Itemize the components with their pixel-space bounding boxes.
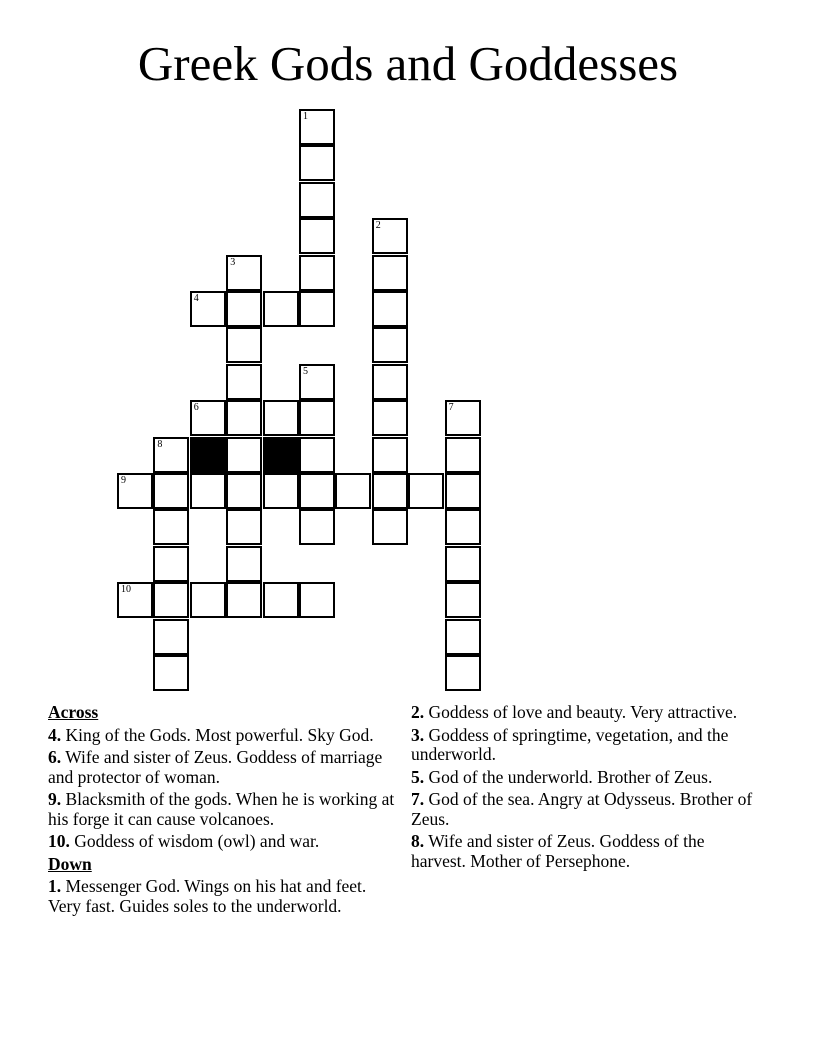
grid-cell[interactable]: [226, 255, 262, 291]
clue-down-3: [411, 726, 756, 765]
grid-cell[interactable]: [372, 437, 408, 473]
cell-number: 5: [303, 365, 308, 377]
cell-number: 1: [303, 111, 308, 122]
grid-cell[interactable]: [190, 582, 226, 618]
grid-cell[interactable]: [117, 582, 153, 618]
grid-cell[interactable]: [299, 509, 335, 545]
clue-text: King of the Gods. Most powerful. Sky God.: [65, 724, 374, 745]
grid-cell[interactable]: [372, 218, 408, 254]
clue-text: Messenger God. Wings on his hat and feet. Very fast. Guides soles to the underworld.: [48, 876, 367, 916]
grid-cell[interactable]: [299, 364, 335, 400]
cell-number: 7: [448, 402, 454, 414]
clue-text: Wife and sister of Zeus. Goddess of marriage and protector of woman.: [48, 747, 383, 787]
grid-cell[interactable]: [117, 473, 153, 509]
grid-cell[interactable]: [445, 509, 481, 545]
grid-cell[interactable]: [153, 473, 189, 509]
grid-cell[interactable]: [372, 509, 408, 545]
grid-cell[interactable]: [445, 582, 481, 618]
grid-cell[interactable]: [190, 400, 226, 436]
grid-cell[interactable]: [263, 400, 299, 436]
grid-cell[interactable]: [299, 400, 335, 436]
cell-number: 4: [193, 293, 199, 304]
grid-cell-blocked: [263, 437, 299, 473]
grid-cell[interactable]: [445, 400, 481, 436]
clue-number: 2.: [411, 702, 425, 722]
grid-cell[interactable]: [226, 546, 262, 582]
clue-number: 10.: [48, 831, 70, 851]
grid-cell[interactable]: [226, 327, 262, 363]
clue-number: 3.: [411, 724, 425, 745]
grid-cell[interactable]: [335, 473, 371, 509]
clue-text: God of the underworld. Brother of Zeus.: [428, 766, 713, 787]
clue-down-1: [48, 877, 398, 916]
clue-number: 9.: [48, 789, 62, 809]
grid-cell[interactable]: [153, 655, 189, 691]
grid-cell[interactable]: [263, 582, 299, 618]
clue-across-6: [48, 748, 398, 787]
clue-down-8: [411, 832, 756, 871]
grid-cell[interactable]: [263, 473, 299, 509]
grid-cell[interactable]: [299, 437, 335, 473]
clue-across-10: [48, 832, 398, 852]
cell-number: 3: [230, 256, 236, 268]
page-title: Greek Gods and Goddesses: [137, 36, 679, 91]
cell-number: 9: [121, 475, 126, 486]
clue-number: 7.: [411, 789, 425, 809]
across-heading: Across: [48, 702, 99, 722]
grid-cell[interactable]: [226, 291, 262, 327]
grid-cell[interactable]: [299, 291, 335, 327]
grid-cell[interactable]: [445, 546, 481, 582]
grid-cell[interactable]: [153, 582, 189, 618]
clue-across-4: [48, 726, 398, 746]
grid-cell[interactable]: [153, 619, 189, 655]
clue-number: 8.: [411, 831, 425, 851]
grid-cell[interactable]: [299, 255, 335, 291]
clue-text: God of the sea. Angry at Odysseus. Brother of Zeus.: [411, 789, 753, 829]
grid-cell[interactable]: [299, 145, 335, 181]
clue-across-9: [48, 790, 398, 829]
clue-text: Wife and sister of Zeus. Goddess of the harvest. Mother of Persephone.: [411, 831, 705, 871]
grid-cell[interactable]: [153, 437, 189, 473]
grid-cell[interactable]: [226, 437, 262, 473]
grid-cell[interactable]: [445, 473, 481, 509]
grid-cell[interactable]: [226, 364, 262, 400]
grid-cell[interactable]: [372, 291, 408, 327]
clue-number: 1.: [48, 876, 62, 896]
grid-cell[interactable]: [190, 473, 226, 509]
clue-down-2: [411, 703, 756, 723]
grid-cell[interactable]: [299, 582, 335, 618]
grid-cell[interactable]: [226, 473, 262, 509]
grid-cell[interactable]: [299, 218, 335, 254]
grid-cell[interactable]: [372, 364, 408, 400]
grid-cell[interactable]: [226, 582, 262, 618]
clue-number: 6.: [48, 747, 62, 767]
grid-cell[interactable]: [372, 327, 408, 363]
clue-down-5: [411, 768, 756, 788]
grid-cell[interactable]: [372, 255, 408, 291]
grid-cell[interactable]: [408, 473, 444, 509]
grid-cell[interactable]: [153, 509, 189, 545]
cell-number: 8: [157, 438, 163, 450]
grid-cell[interactable]: [445, 619, 481, 655]
clue-text: Goddess of wisdom (owl) and war.: [74, 831, 320, 851]
grid-cell[interactable]: [299, 109, 335, 145]
clue-text: Goddess of springtime, vegetation, and the underworld.: [411, 724, 729, 764]
cell-number: 2: [375, 220, 381, 232]
clue-text: Blacksmith of the gods. When he is working at his forge it can cause volcanoes.: [48, 789, 395, 829]
grid-cell[interactable]: [372, 473, 408, 509]
clue-text: Goddess of love and beauty. Very attractive.: [428, 702, 738, 722]
grid-cell[interactable]: [299, 473, 335, 509]
clue-number: 5.: [411, 766, 425, 787]
grid-cell[interactable]: [226, 509, 262, 545]
clues-column-left: [48, 703, 398, 919]
cell-number: 10: [121, 584, 131, 596]
clue-down-7: [411, 790, 756, 829]
grid-cell[interactable]: [445, 437, 481, 473]
grid-cell[interactable]: [263, 291, 299, 327]
grid-cell[interactable]: [372, 400, 408, 436]
grid-cell[interactable]: [299, 182, 335, 218]
grid-cell[interactable]: [226, 400, 262, 436]
grid-cell-blocked: [190, 437, 226, 473]
grid-cell[interactable]: [445, 655, 481, 691]
grid-cell[interactable]: [190, 291, 226, 327]
cell-number: 6: [193, 402, 199, 414]
grid-cell[interactable]: [153, 546, 189, 582]
clue-number: 4.: [48, 724, 62, 745]
down-heading: Down: [48, 853, 92, 874]
clues-column-right: [411, 703, 756, 874]
